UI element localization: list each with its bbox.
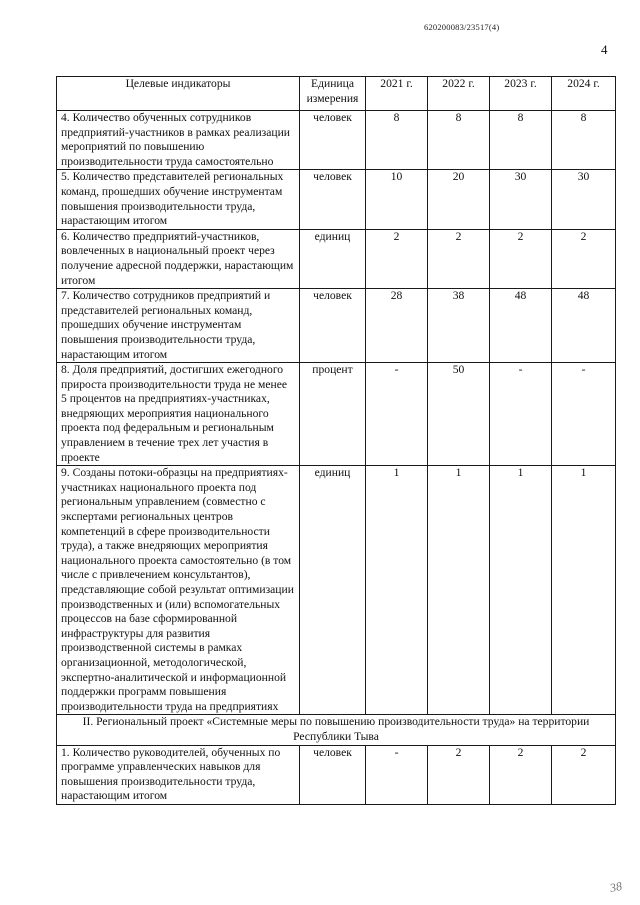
- indicator-unit: человек: [300, 170, 366, 229]
- table-row: [57, 466, 616, 715]
- value-2022: 20: [428, 170, 490, 229]
- indicator-name: 5. Количество представителей региональных команд, прошедших обучение инструментам повышения производительности труда, нарастающим итогом: [57, 170, 300, 229]
- header-2023: 2023 г.: [490, 77, 552, 111]
- indicator-name: 9. Созданы потоки-образцы на предприятиях-участниках национального проекта под региональным управлением (совместно с экспертами региональных центров компетенций в сфере производительности труда), а также внедряющих мероприятия национального проекта самостоятельно (в том числе с привлечением консультантов), представляющие собой результат оптимизации производственных и (или) вспомогательных процессов на базе сформированной инфраструктуры для развития производственной системы в рамках организационной, методологической, экспертно-аналитической и информационной поддержки программ повышения производительности труда на предприятиях: [57, 466, 300, 715]
- table-row: [57, 229, 616, 288]
- value-2021: 8: [366, 111, 428, 170]
- table-row: [57, 363, 616, 466]
- value-2023: -: [490, 363, 552, 466]
- page-number: 4: [601, 42, 608, 57]
- value-2021: -: [366, 745, 428, 804]
- value-2023: 8: [490, 111, 552, 170]
- handwritten-page-mark: 38: [608, 878, 624, 896]
- value-2021: 28: [366, 289, 428, 363]
- table-row: [57, 170, 616, 229]
- value-2023: 2: [490, 229, 552, 288]
- value-2022: 2: [428, 745, 490, 804]
- value-2024: 2: [552, 229, 616, 288]
- indicator-unit: единиц: [300, 229, 366, 288]
- indicator-unit: человек: [300, 289, 366, 363]
- header-unit: Единица измерения: [300, 77, 366, 111]
- value-2024: 30: [552, 170, 616, 229]
- indicator-name: 7. Количество сотрудников предприятий и представителей региональных команд, прошедших обучение инструментам повышения производительности труда, нарастающим итогом: [57, 289, 300, 363]
- table-row: [57, 289, 616, 363]
- value-2022: 1: [428, 466, 490, 715]
- value-2022: 50: [428, 363, 490, 466]
- indicator-unit: процент: [300, 363, 366, 466]
- table-header-row: [57, 77, 616, 111]
- section-title: II. Региональный проект «Системные меры по повышению производительности труда» на территории Республики Тыва: [57, 715, 616, 745]
- indicator-name: 6. Количество предприятий-участников, вовлеченных в национальный проект через получение адресной поддержки, нарастающим итогом: [57, 229, 300, 288]
- value-2021: 1: [366, 466, 428, 715]
- value-2021: -: [366, 363, 428, 466]
- value-2021: 2: [366, 229, 428, 288]
- indicator-name: 4. Количество обученных сотрудников предприятий-участников в рамках реализации мероприятий по повышению производительности труда самостоятельно: [57, 111, 300, 170]
- indicator-unit: человек: [300, 111, 366, 170]
- indicator-unit: человек: [300, 745, 366, 804]
- value-2023: 48: [490, 289, 552, 363]
- value-2023: 2: [490, 745, 552, 804]
- indicator-name: 8. Доля предприятий, достигших ежегодного прироста производительности труда не менее 5 процентов на предприятиях-участниках, внедряющих мероприятия национального проекта под федеральным и региональным управлением в течение трех лет участия в проекте: [57, 363, 300, 466]
- section-header-row: [57, 715, 616, 745]
- indicator-unit: единиц: [300, 466, 366, 715]
- target-indicators-table: [56, 76, 616, 805]
- value-2022: 2: [428, 229, 490, 288]
- value-2024: -: [552, 363, 616, 466]
- value-2024: 48: [552, 289, 616, 363]
- value-2022: 38: [428, 289, 490, 363]
- header-2022: 2022 г.: [428, 77, 490, 111]
- table-row: [57, 745, 616, 804]
- table-row: [57, 111, 616, 170]
- value-2023: 1: [490, 466, 552, 715]
- document-registration-code: 620200083/23517(4): [424, 22, 500, 32]
- header-2021: 2021 г.: [366, 77, 428, 111]
- value-2022: 8: [428, 111, 490, 170]
- header-2024: 2024 г.: [552, 77, 616, 111]
- value-2021: 10: [366, 170, 428, 229]
- value-2024: 8: [552, 111, 616, 170]
- header-indicator: Целевые индикаторы: [57, 77, 300, 111]
- indicator-name: 1. Количество руководителей, обученных по программе управленческих навыков для повышения производительности труда, нарастающим итогом: [57, 745, 300, 804]
- value-2023: 30: [490, 170, 552, 229]
- value-2024: 2: [552, 745, 616, 804]
- value-2024: 1: [552, 466, 616, 715]
